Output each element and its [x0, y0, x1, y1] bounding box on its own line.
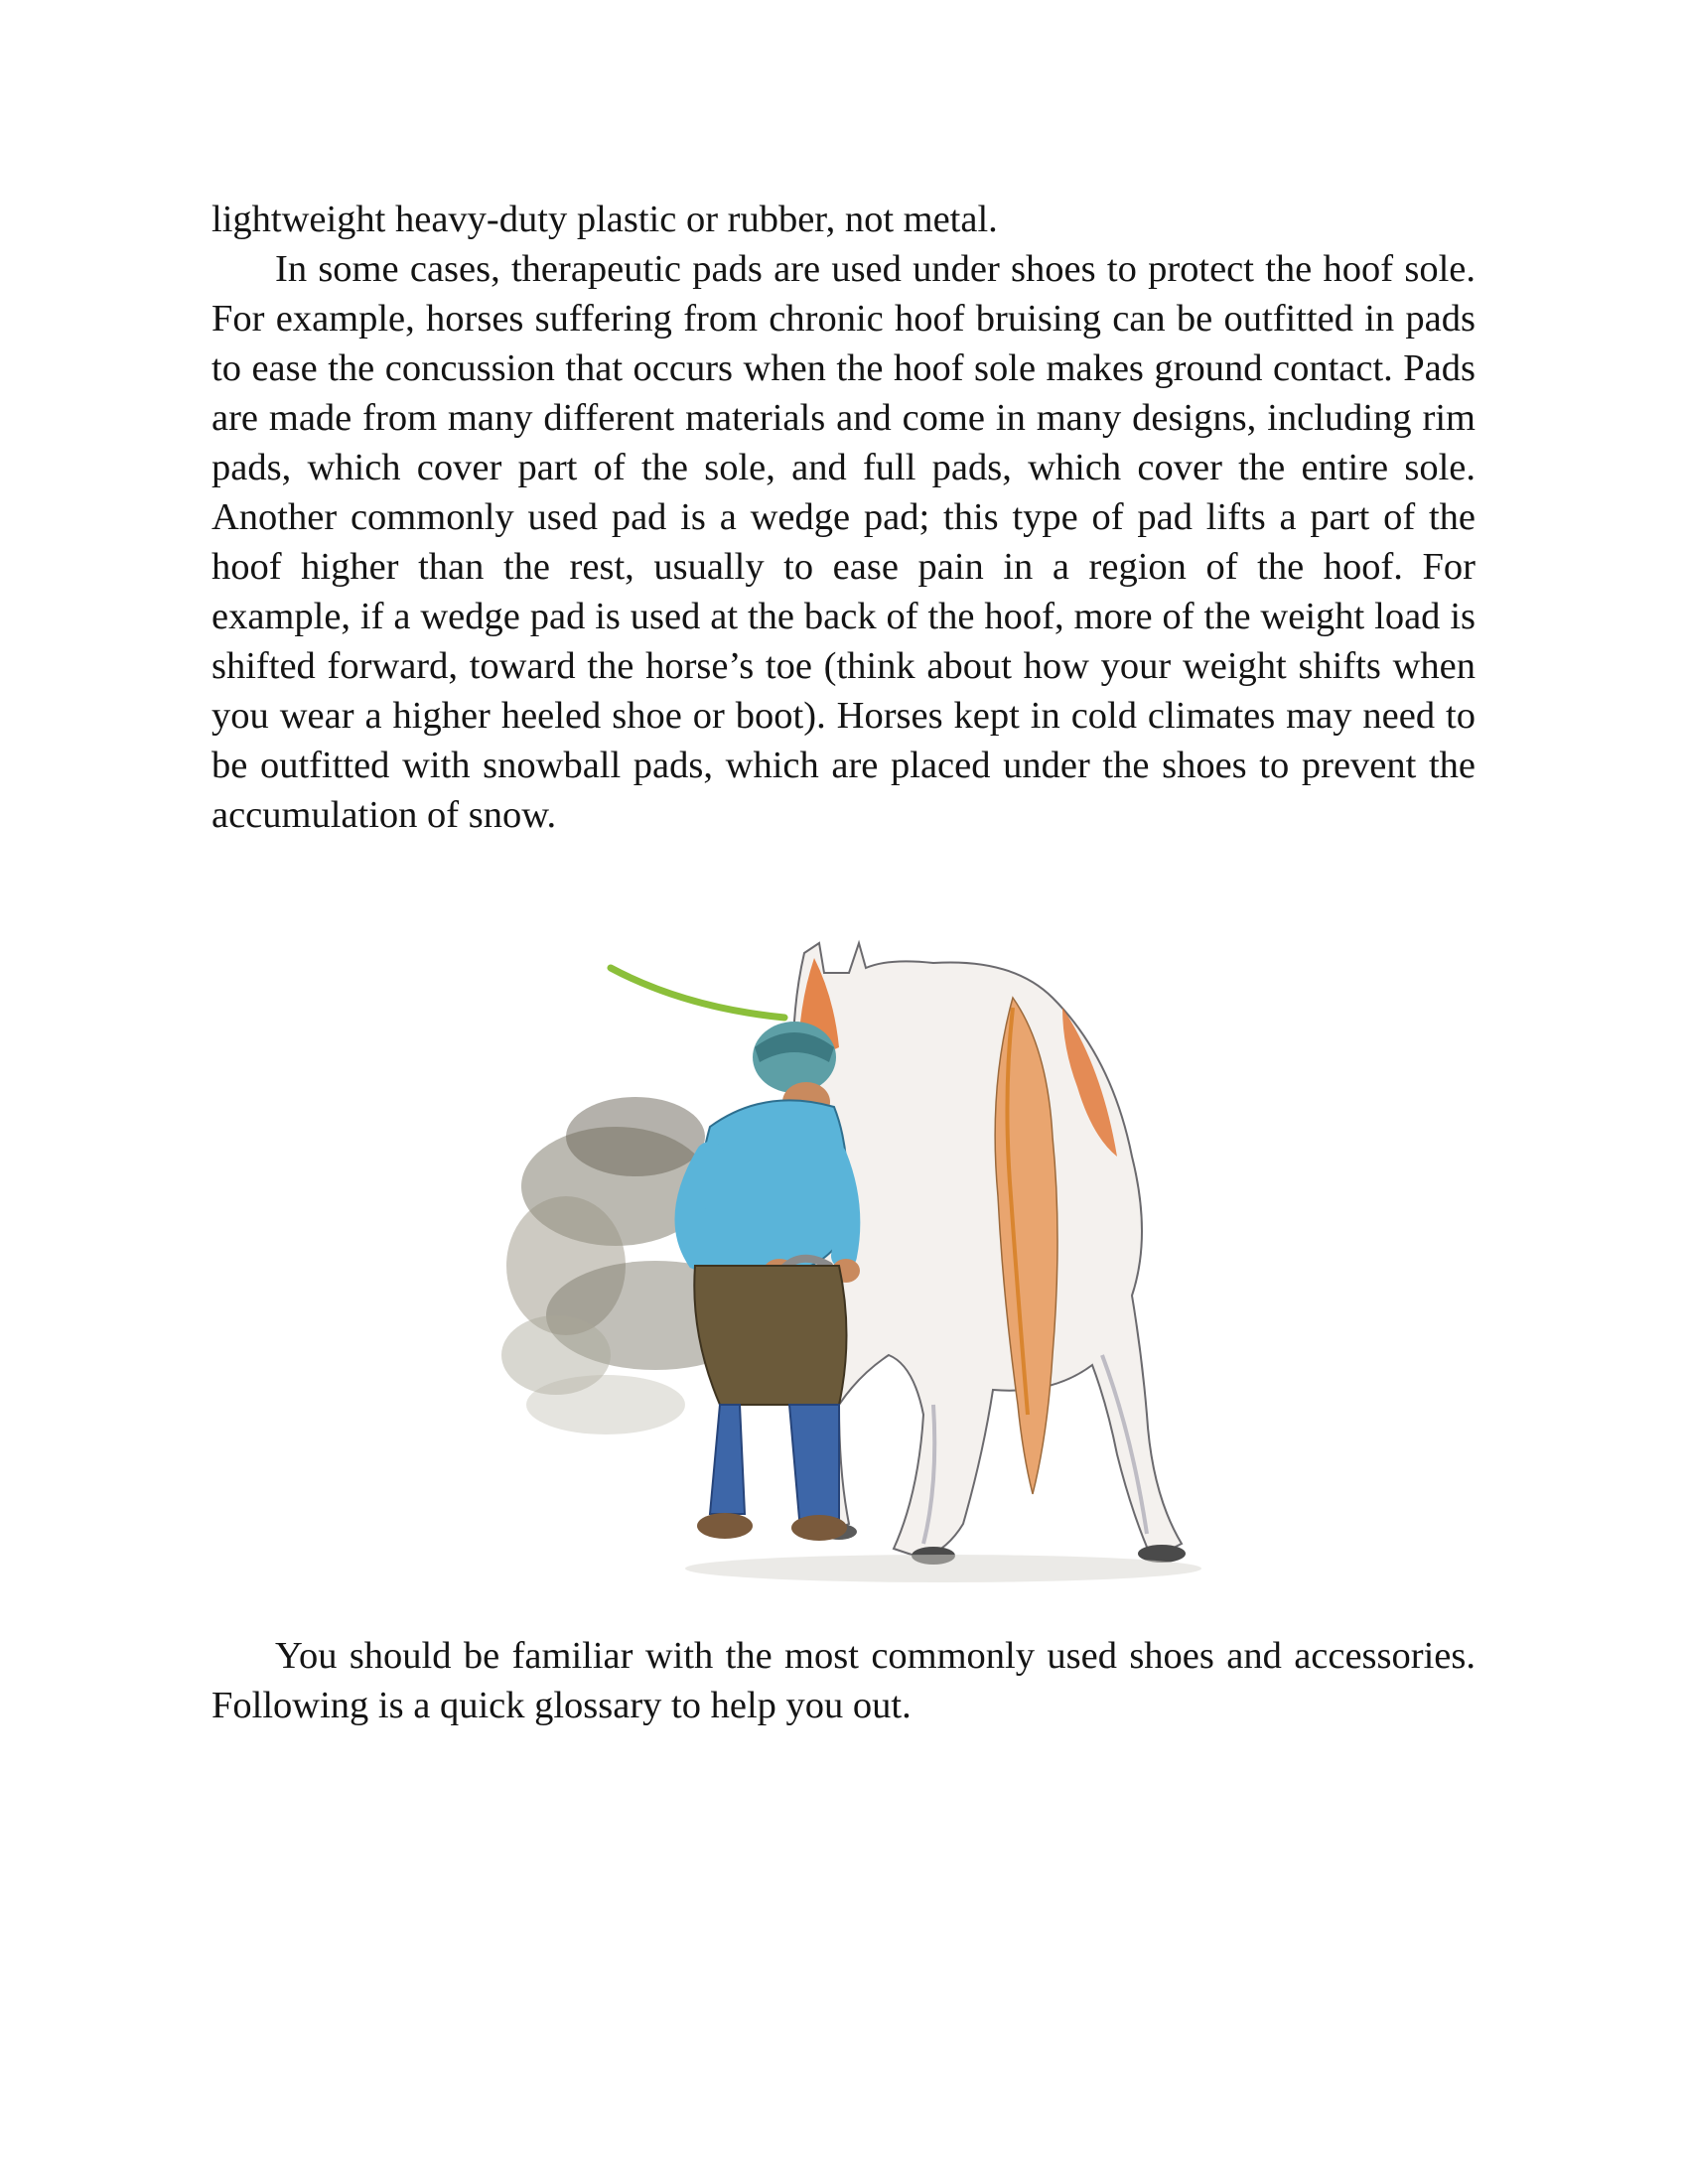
- document-body: [211, 195, 1476, 840]
- paragraph-therapeutic-pads: In some cases, therapeutic pads are used under shoes to protect the hoof sole. For example, horses suffering from chronic hoof bruising can be outfitted in pads to ease the concussion that occurs when the hoof sole makes ground contact. Pads are made from many different materials and come in many designs, including rim pads, which cover part of the sole, and full pads, which cover the entire sole. Another commonly used pad is a wedge pad; this type of pad lifts a part of the hoof higher than the rest, usually to ease pain in a region of the hoof. For example, if a wedge pad is used at the back of the hoof, more of the weight load is shifted forward, toward the horse’s toe (think about how your weight shifts when you wear a higher heeled shoe or boot). Horses kept in cold climates may need to be outfitted with snowball pads, which are placed under the shoes to prevent the accumulation of snow.: [211, 248, 1476, 836]
- closing-text: [211, 1631, 1476, 1730]
- farrier-illustration: [496, 938, 1201, 1613]
- paragraph-continuation: lightweight heavy-duty plastic or rubber, not metal.: [211, 199, 998, 240]
- farrier-shoeing-horse-icon: [496, 938, 1201, 1613]
- paragraph-glossary-intro: You should be familiar with the most commonly used shoes and accessories. Following is a quick glossary to help you out.: [211, 1635, 1476, 1726]
